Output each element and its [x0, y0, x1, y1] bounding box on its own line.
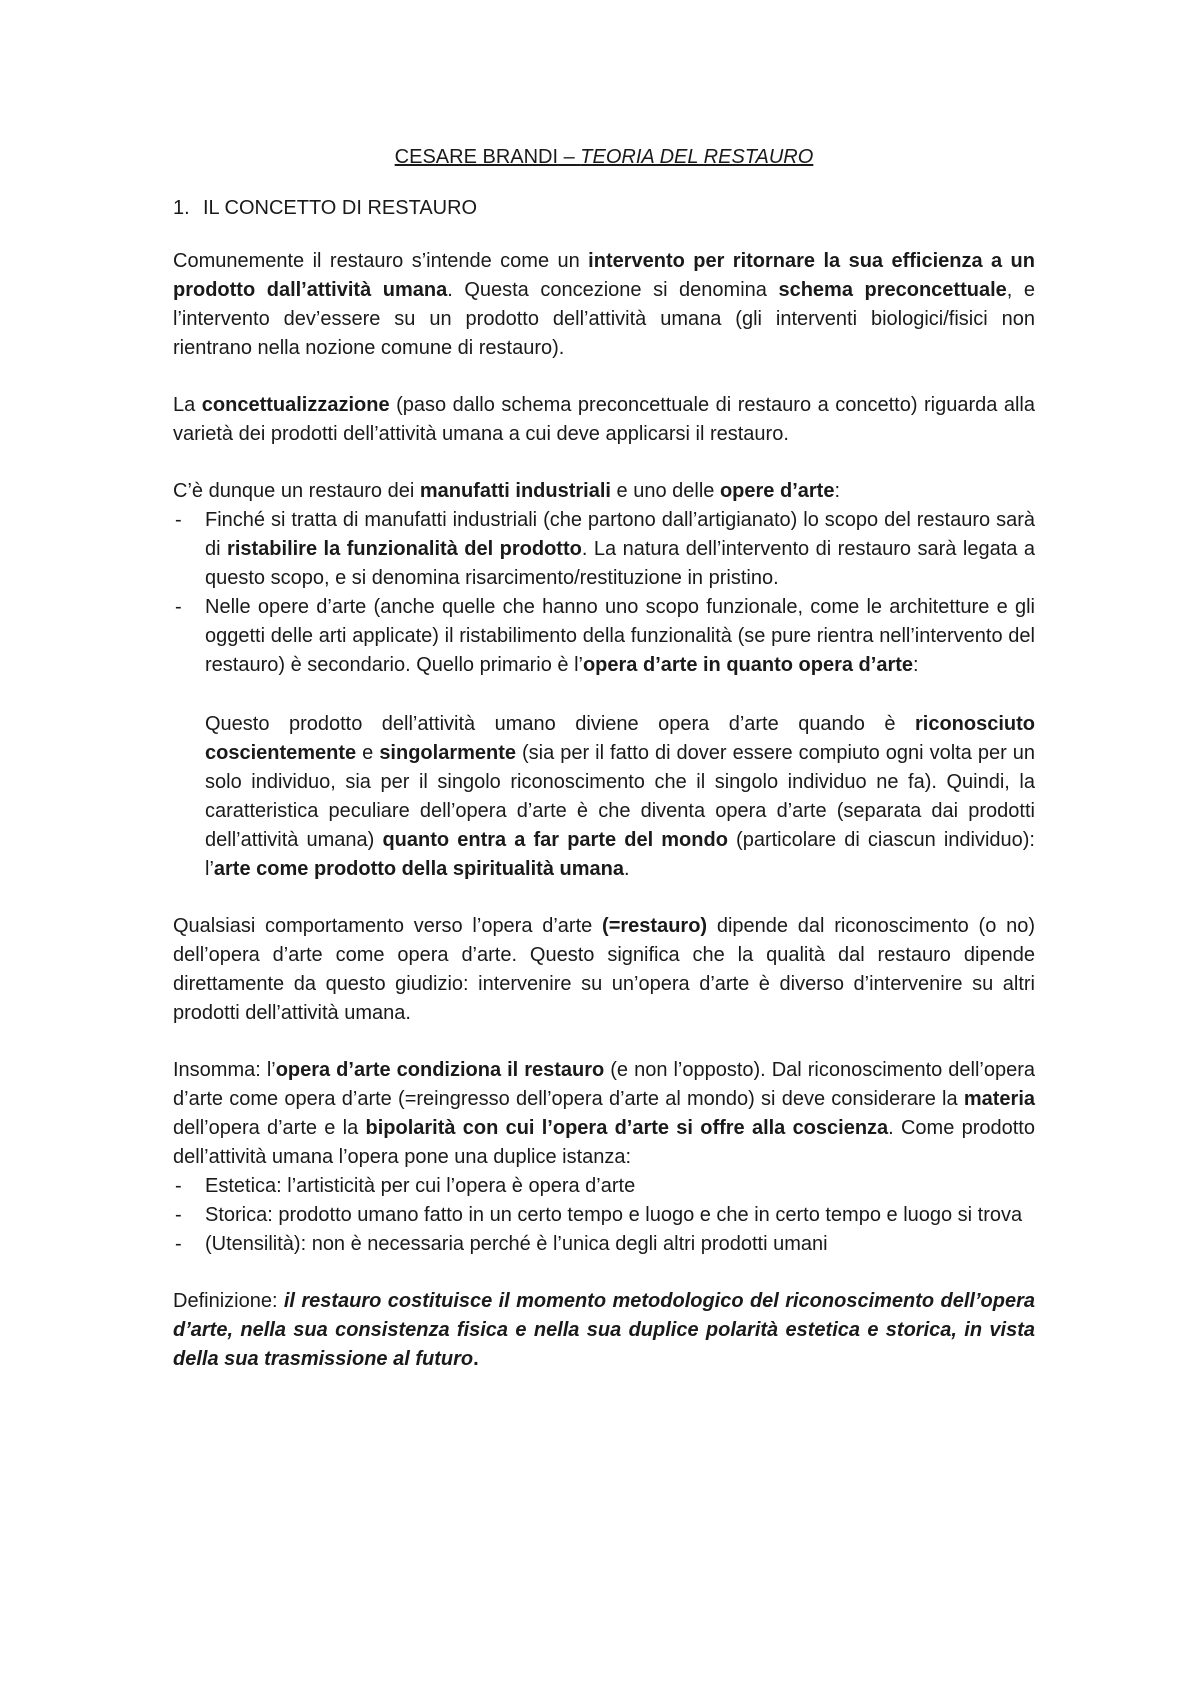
text-run: . — [623, 858, 630, 880]
paragraph-tipi-restauro — [173, 477, 1035, 506]
bold-run: opera d’arte condiziona il restauro — [275, 1059, 605, 1081]
bold-run: intervento per ritornare la sua efficienza a un prodotto dall’attività umana — [173, 250, 1035, 301]
definition-end: . — [473, 1348, 479, 1370]
title-dash: – — [558, 146, 581, 168]
text-run: Nelle opere d’arte (anche quelle che hanno uno scopo funzionale, come le architetture e gli oggetti delle arti applicate) il ristabilimento della funzionalità (se pure rientra nell’intervento del restauro) è secondario. Quello primario è l’ — [205, 596, 1035, 676]
text-run: Insomma: l’ — [173, 1059, 276, 1081]
bold-run: arte come prodotto della spiritualità umana — [213, 858, 624, 880]
text-run: (paso dallo schema preconcettuale di restauro a concetto) riguarda alla varietà dei prodotti dell’attività umana a cui deve applicarsi il restauro. — [173, 394, 1035, 445]
list-item — [173, 506, 1035, 593]
text-run: (e non l’opposto). Dal riconoscimento dell’opera d’arte come opera d’arte (=reingresso dell’opera d’arte al mondo) si deve considerare la — [173, 1059, 1035, 1110]
list-item: - Storica: prodotto umano fatto in un certo tempo e luogo e che in certo tempo e luogo si trova — [173, 1201, 1035, 1230]
bold-run: ristabilire la funzionalità del prodotto — [227, 538, 582, 560]
paragraph-riconoscimento-opera — [173, 710, 1035, 884]
text-run: Finché si tratta di manufatti industriali (che partono dall’artigianato) lo scopo del restauro sarà di — [205, 509, 1035, 560]
bold-run: manufatti industriali — [419, 480, 611, 502]
text-run: . Questa concezione si denomina — [447, 279, 779, 301]
paragraph-insomma — [173, 1056, 1035, 1172]
text-run: dell’opera d’arte e la — [173, 1117, 366, 1139]
list-item — [173, 593, 1035, 680]
text-run: Questo prodotto dell’attività umano diviene opera d’arte quando è — [205, 713, 915, 735]
document-title — [173, 143, 1035, 172]
text-run: : — [913, 654, 919, 676]
text-run: : — [834, 480, 840, 502]
section-heading — [173, 194, 1035, 223]
bold-run: singolarmente — [379, 742, 517, 764]
text-run: Qualsiasi comportamento verso l’opera d’arte — [173, 915, 603, 937]
list-istanze — [173, 1172, 1035, 1259]
paragraph-concettualizzazione — [173, 391, 1035, 449]
definition-text: il restauro costituisce il momento metodologico del riconoscimento dell’opera d’arte, nella sua consistenza fisica e nella sua duplice polarità estetica e storica, in vista della sua trasmissione al futuro — [173, 1290, 1035, 1370]
list-item: - (Utensilità): non è necessaria perché è l’unica degli altri prodotti umani — [173, 1230, 1035, 1259]
definition-label: Definizione: — [173, 1290, 284, 1312]
text-run: (particolare di ciascun individuo): l’ — [205, 829, 1035, 880]
title-author: CESARE BRANDI — [394, 146, 559, 168]
text-run: C’è dunque un restauro dei — [173, 480, 420, 502]
bold-run: opera d’arte in quanto opera d’arte — [582, 654, 914, 676]
text-run: e — [356, 742, 380, 764]
section-number: 1. — [173, 197, 190, 219]
bold-run: riconosciuto coscientemente — [205, 713, 1035, 764]
paragraph-restauro-definizione-comune — [173, 247, 1035, 363]
text-run: Comunemente il restauro s’intende come un — [173, 250, 589, 272]
list-item: - Estetica: l’artisticità per cui l’opera è opera d’arte — [173, 1172, 1035, 1201]
text-run: , e l’intervento dev’essere su un prodotto dell’attività umana (gli interventi biologici/fisici non rientrano nella nozione comune di restauro). — [173, 279, 1035, 359]
text-run: La — [173, 394, 202, 416]
text-run: . La natura dell’intervento di restauro sarà legata a questo scopo, e si denomina risarcimento/restituzione in pristino. — [205, 538, 1035, 589]
bold-run: concettualizzazione — [201, 394, 390, 416]
text-run: e uno delle — [610, 480, 720, 502]
text-run: (sia per il fatto di dover essere compiuto ogni volta per un solo individuo, sia per il singolo riconoscimento che il singolo individuo ne fa). Quindi, la caratteristica peculiare dell’opera d’arte è che diventa opera d’arte (separata dai prodotti dell’attività umana) — [205, 742, 1035, 851]
paragraph-definizione — [173, 1287, 1035, 1374]
bold-run: quanto entra a far parte del mondo — [382, 829, 728, 851]
section-heading-text: IL CONCETTO DI RESTAURO — [203, 197, 478, 219]
list-tipi-restauro — [173, 506, 1035, 680]
bold-run: schema preconcettuale — [778, 279, 1007, 301]
text-run: dipende dal riconoscimento (o no) dell’opera d’arte come opera d’arte. Questo significa che la qualità dal restauro dipende direttamente da questo giudizio: intervenire su un’opera d’arte è diverso d’intervenire su altri prodotti dell’attività umana. — [173, 915, 1035, 1024]
bold-run: materia — [963, 1088, 1035, 1110]
paragraph-comportamento — [173, 912, 1035, 1028]
bold-run: opere d’arte — [719, 480, 835, 502]
bold-run: bipolarità con cui l’opera d’arte si offre alla coscienza — [365, 1117, 889, 1139]
bold-run: (=restauro) — [602, 915, 708, 937]
title-work: TEORIA DEL RESTAURO — [580, 146, 814, 168]
text-run: . Come prodotto dell’attività umana l’opera pone una duplice istanza: — [173, 1117, 1035, 1168]
